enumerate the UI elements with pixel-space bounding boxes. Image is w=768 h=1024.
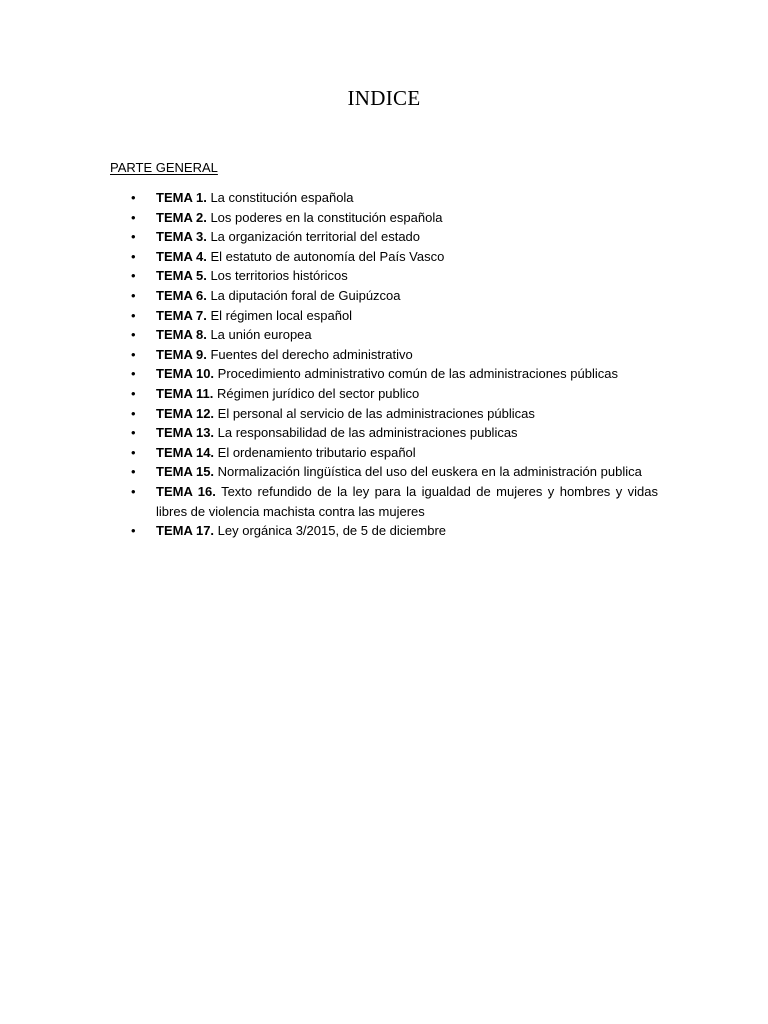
tema-label: TEMA 4.: [156, 248, 207, 264]
toc-item: [131, 325, 658, 345]
toc-item: [131, 462, 658, 482]
tema-title: Los poderes en la constitución española: [210, 209, 443, 225]
toc-item: [131, 404, 658, 424]
tema-title: Los territorios históricos: [210, 268, 348, 284]
tema-label: TEMA 2.: [156, 209, 207, 225]
tema-label: TEMA 9.: [156, 346, 207, 362]
bullet-icon: •: [131, 483, 136, 499]
toc-item: [131, 247, 658, 267]
bullet-icon: •: [131, 425, 136, 441]
bullet-icon: •: [131, 464, 136, 480]
toc-item: [131, 521, 658, 541]
table-of-contents: [131, 188, 658, 541]
bullet-icon: •: [131, 190, 136, 205]
tema-title: Ley orgánica 3/2015, de 5 de diciembre: [217, 523, 447, 539]
tema-label: TEMA 10.: [156, 366, 215, 382]
tema-title: La unión europea: [210, 327, 312, 343]
toc-item: [131, 443, 658, 463]
tema-label: TEMA 13.: [156, 425, 215, 441]
toc-item: [131, 208, 658, 228]
tema-label: TEMA 16.: [156, 483, 216, 499]
tema-title: La responsabilidad de las administraciones publicas: [217, 425, 518, 441]
tema-label: TEMA 8.: [156, 327, 207, 343]
tema-title: El régimen local español: [210, 307, 353, 323]
bullet-icon: •: [131, 268, 136, 284]
tema-label: TEMA 6.: [156, 287, 207, 303]
toc-item: [131, 306, 658, 326]
toc-item: [131, 188, 658, 208]
bullet-icon: •: [131, 444, 136, 460]
tema-title: Régimen jurídico del sector publico: [216, 385, 420, 401]
tema-title: Normalización lingüística del uso del euskera en la administración publica: [217, 464, 642, 480]
tema-title: La organización territorial del estado: [210, 229, 421, 245]
tema-label: TEMA 15.: [156, 464, 215, 480]
tema-label: TEMA 1.: [156, 190, 207, 205]
bullet-icon: •: [131, 366, 136, 382]
tema-title: El personal al servicio de las administraciones públicas: [217, 405, 535, 421]
bullet-icon: •: [131, 346, 136, 362]
tema-title: Fuentes del derecho administrativo: [210, 346, 413, 362]
tema-label: TEMA 14.: [156, 444, 215, 460]
tema-label: TEMA 5.: [156, 268, 207, 284]
tema-title: Texto refundido de la ley para la igualdad de mujeres y hombres y vidas libres de violencia machista contra las mujeres: [156, 483, 658, 519]
bullet-icon: •: [131, 405, 136, 421]
bullet-icon: •: [131, 523, 136, 539]
toc-item: [131, 227, 658, 247]
tema-label: TEMA 3.: [156, 229, 207, 245]
bullet-icon: •: [131, 327, 136, 343]
section-heading: PARTE GENERAL: [110, 160, 218, 175]
toc-item: [131, 364, 658, 384]
bullet-icon: •: [131, 209, 136, 225]
toc-item: [131, 266, 658, 286]
bullet-icon: •: [131, 229, 136, 245]
bullet-icon: •: [131, 307, 136, 323]
tema-title: El ordenamiento tributario español: [217, 444, 416, 460]
tema-label: TEMA 7.: [156, 307, 207, 323]
tema-title: La diputación foral de Guipúzcoa: [210, 287, 401, 303]
tema-label: TEMA 12.: [156, 405, 215, 421]
tema-title: Procedimiento administrativo común de las administraciones públicas: [217, 366, 618, 382]
page-title: INDICE: [347, 86, 421, 110]
tema-label: TEMA 17.: [156, 523, 215, 539]
toc-item: [131, 345, 658, 365]
bullet-icon: •: [131, 248, 136, 264]
bullet-icon: •: [131, 385, 136, 401]
tema-label: TEMA 11.: [156, 385, 214, 401]
toc-item: [131, 384, 658, 404]
toc-item: [131, 286, 658, 306]
toc-item: [131, 423, 658, 443]
tema-title: El estatuto de autonomía del País Vasco: [210, 248, 445, 264]
tema-title: La constitución española: [210, 190, 354, 205]
toc-item: [131, 482, 658, 521]
bullet-icon: •: [131, 287, 136, 303]
